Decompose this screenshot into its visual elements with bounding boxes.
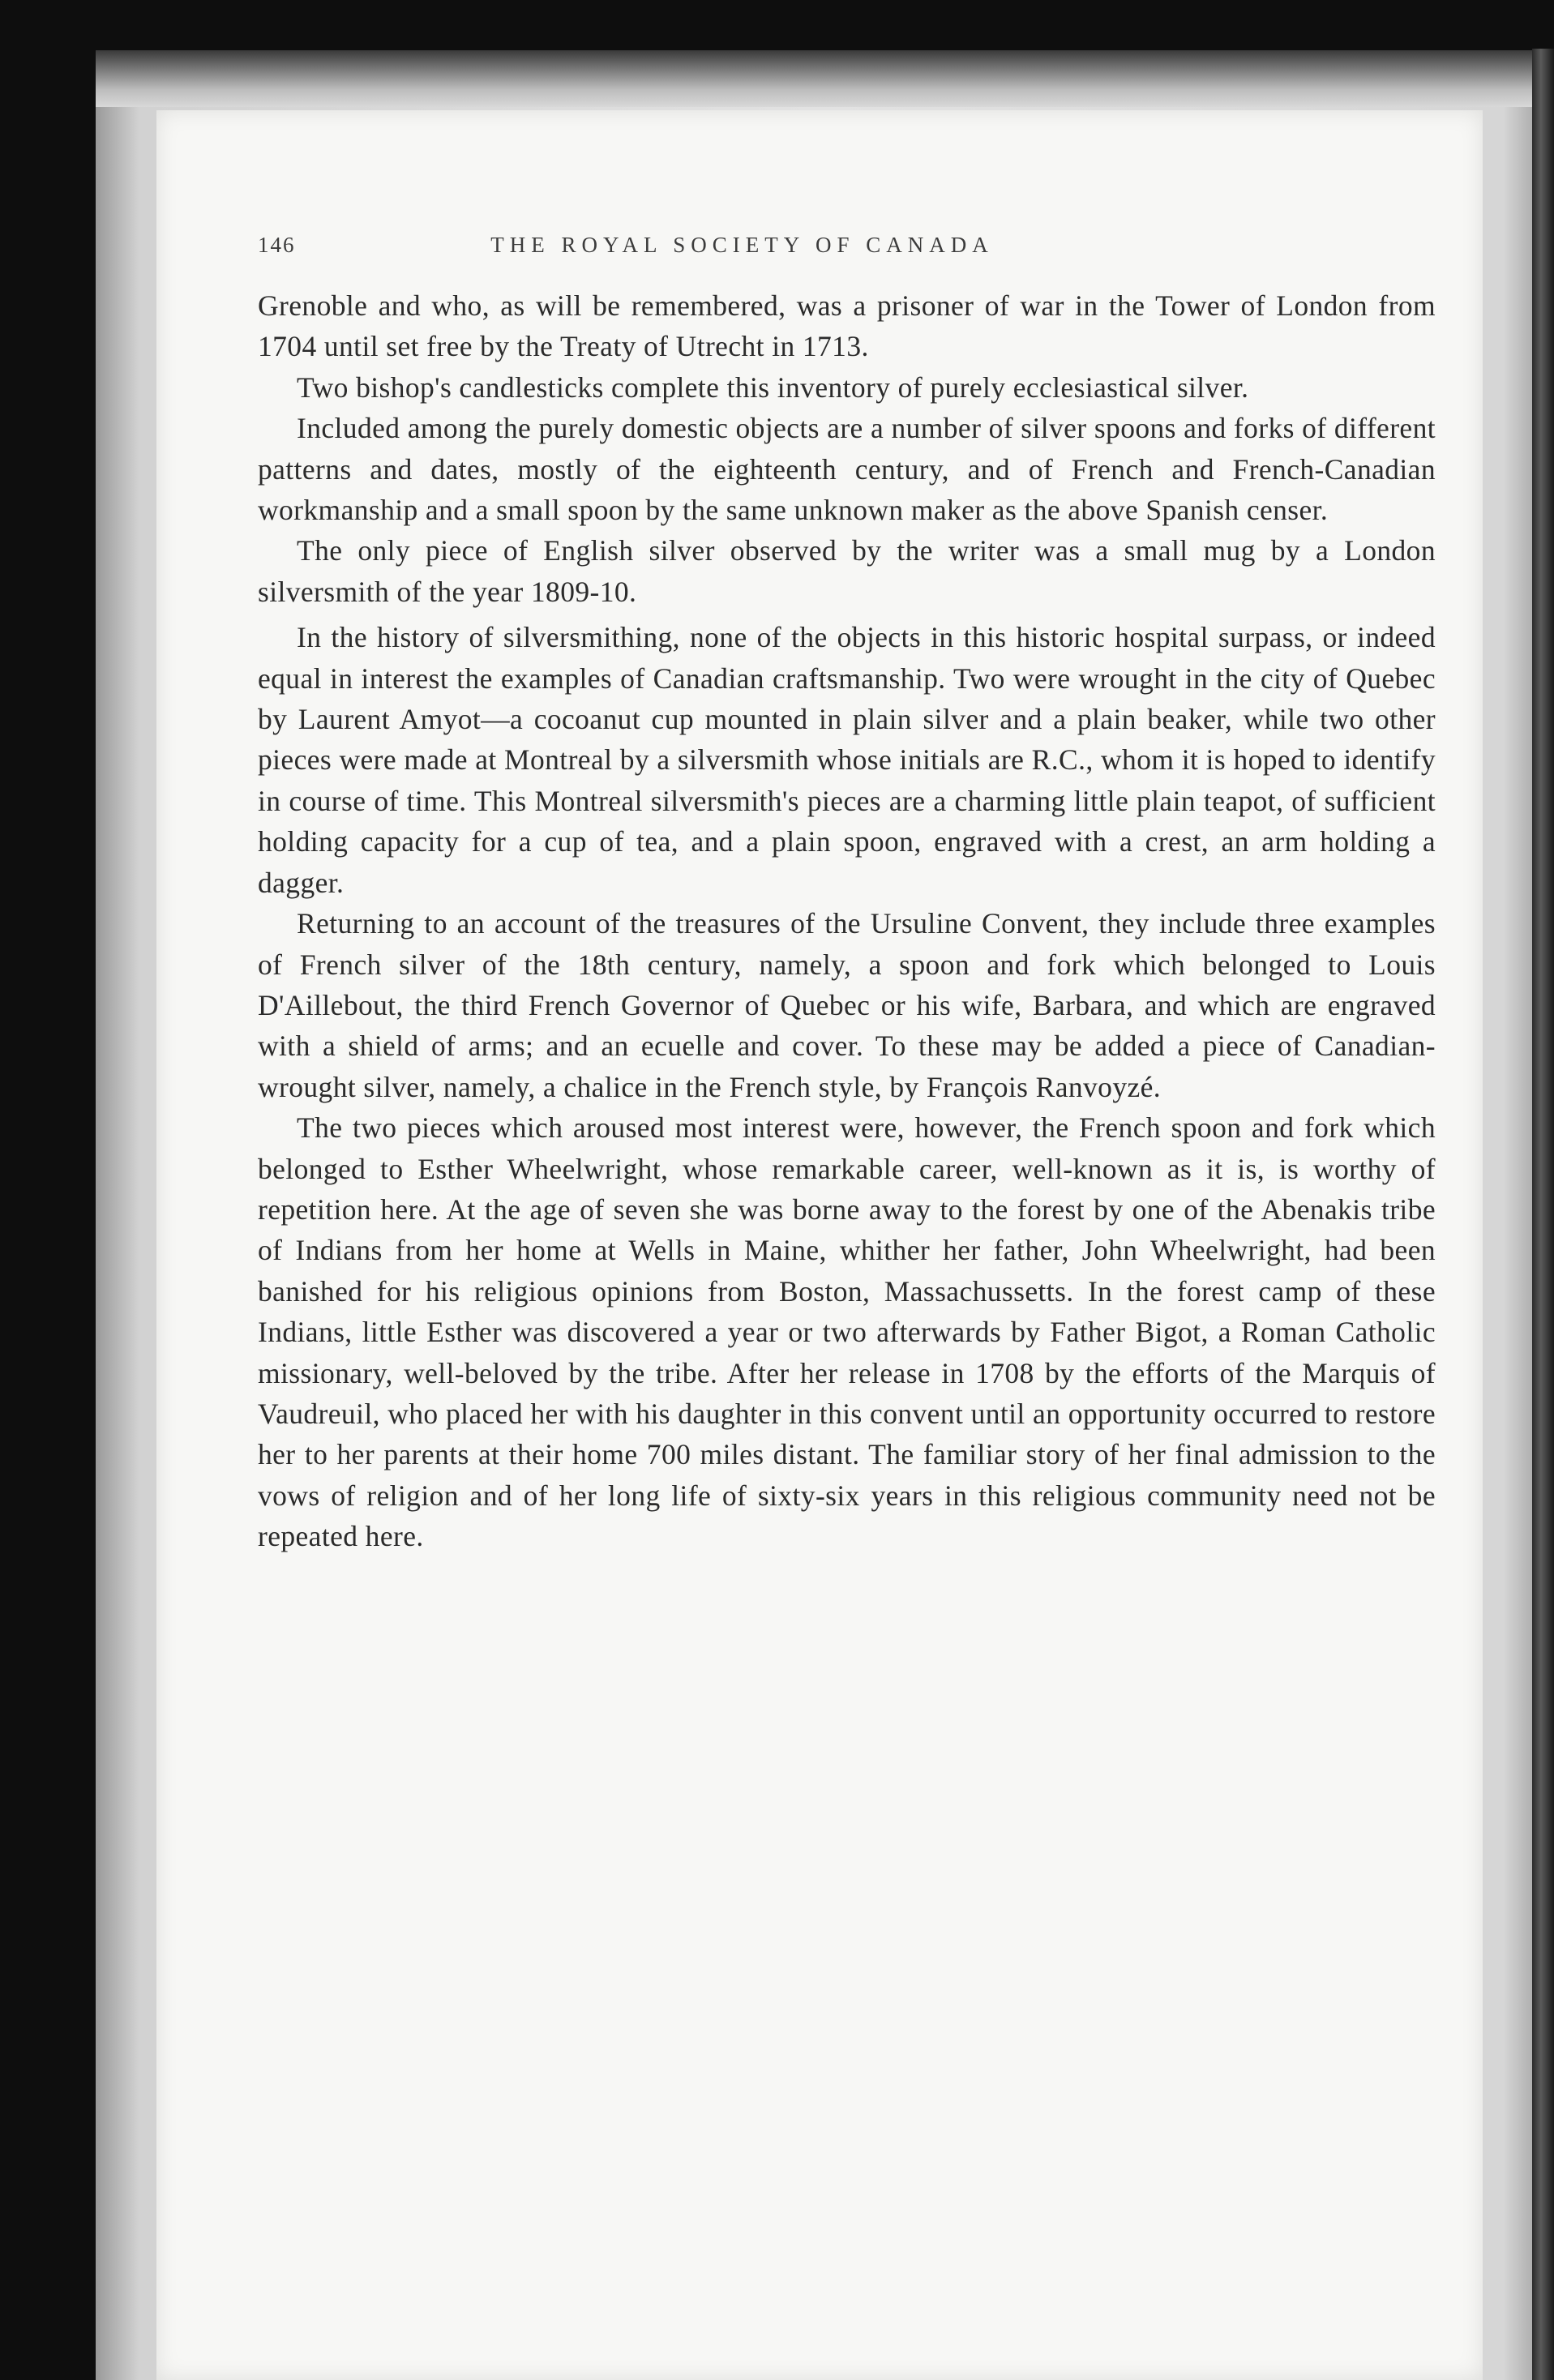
paragraph-canadian-craftsmanship: In the history of silversmithing, none of the objects in this historic hospital surpass, or indeed equal in interest the examples of Canadian craftsmanship. Two were wrought in the city of Quebec by Laurent Amyot—a cocoanut cup mounted in plain silver and a plain beaker, while two other pieces were made at Montreal by a silversmith whose initials are R.C., whom it is hoped to identify in course of time. This Montreal silversmith's pieces are a charming little plain teapot, of sufficient holding capacity for a cup of tea, and a plain spoon, engraved with a crest, an arm holding a dagger. (258, 621, 1436, 899)
book-spine-edge (1532, 49, 1554, 2380)
paragraph-english-silver: The only piece of English silver observed by the writer was a small mug by a London silversmith of the year 1809-10. (258, 534, 1436, 608)
body-text (258, 285, 1436, 1557)
paragraph-esther-wheelwright: The two pieces which aroused most interest were, however, the French spoon and fork which belonged to Esther Wheelwright, whose remarkable career, well-known as it is, is worthy of repetition here. At the age of seven she was borne away to the forest by one of the Abenakis tribe of Indians from her home at Wells in Maine, whither her father, John Wheelwright, had been banished for his religious opinions from Boston, Massachussetts. In the forest camp of these Indians, little Esther was discovered a year or two afterwards by Father Bigot, a Roman Catholic missionary, well-beloved by the tribe. After her release in 1708 by the efforts of the Marquis of Vaudreuil, who placed her with his daughter in this convent until an opportunity occurred to restore her to her parents at their home 700 miles distant. The familiar story of her final admission to the vows of religion and of her long life of sixty-six years in this religious community need not be repeated here. (258, 1111, 1436, 1553)
page-header (258, 233, 1227, 265)
paragraph-candlesticks: Two bishop's candlesticks complete this inventory of purely ecclesiastical silver. (297, 370, 1249, 404)
paragraph-continuation: Grenoble and who, as will be remembered, was a prisoner of war in the Tower of London from 1704 until set free by the Treaty of Utrecht in 1713. (258, 289, 1436, 363)
running-title: THE ROYAL SOCIETY OF CANADA (490, 233, 994, 257)
paragraph-domestic-objects: Included among the purely domestic objects are a number of silver spoons and forks of different patterns and dates, mostly of the eighteenth century, and of French and French-Canadian workmanship and a small spoon by the same unknown maker as the above Spanish censer. (258, 412, 1436, 527)
paragraph-ursuline-convent: Returning to an account of the treasures of the Ursuline Convent, they include three examples of French silver of the 18th century, namely, a spoon and fork which belonged to Louis D'Aillebout, the third French Governor of Quebec or his wife, Barbara, and which are engraved with a shield of arms; and an ecuelle and cover. To these may be added a piece of Canadian-wrought silver, namely, a chalice in the French style, by François Ranvoyzé. (258, 907, 1436, 1103)
page-number: 146 (258, 233, 296, 257)
